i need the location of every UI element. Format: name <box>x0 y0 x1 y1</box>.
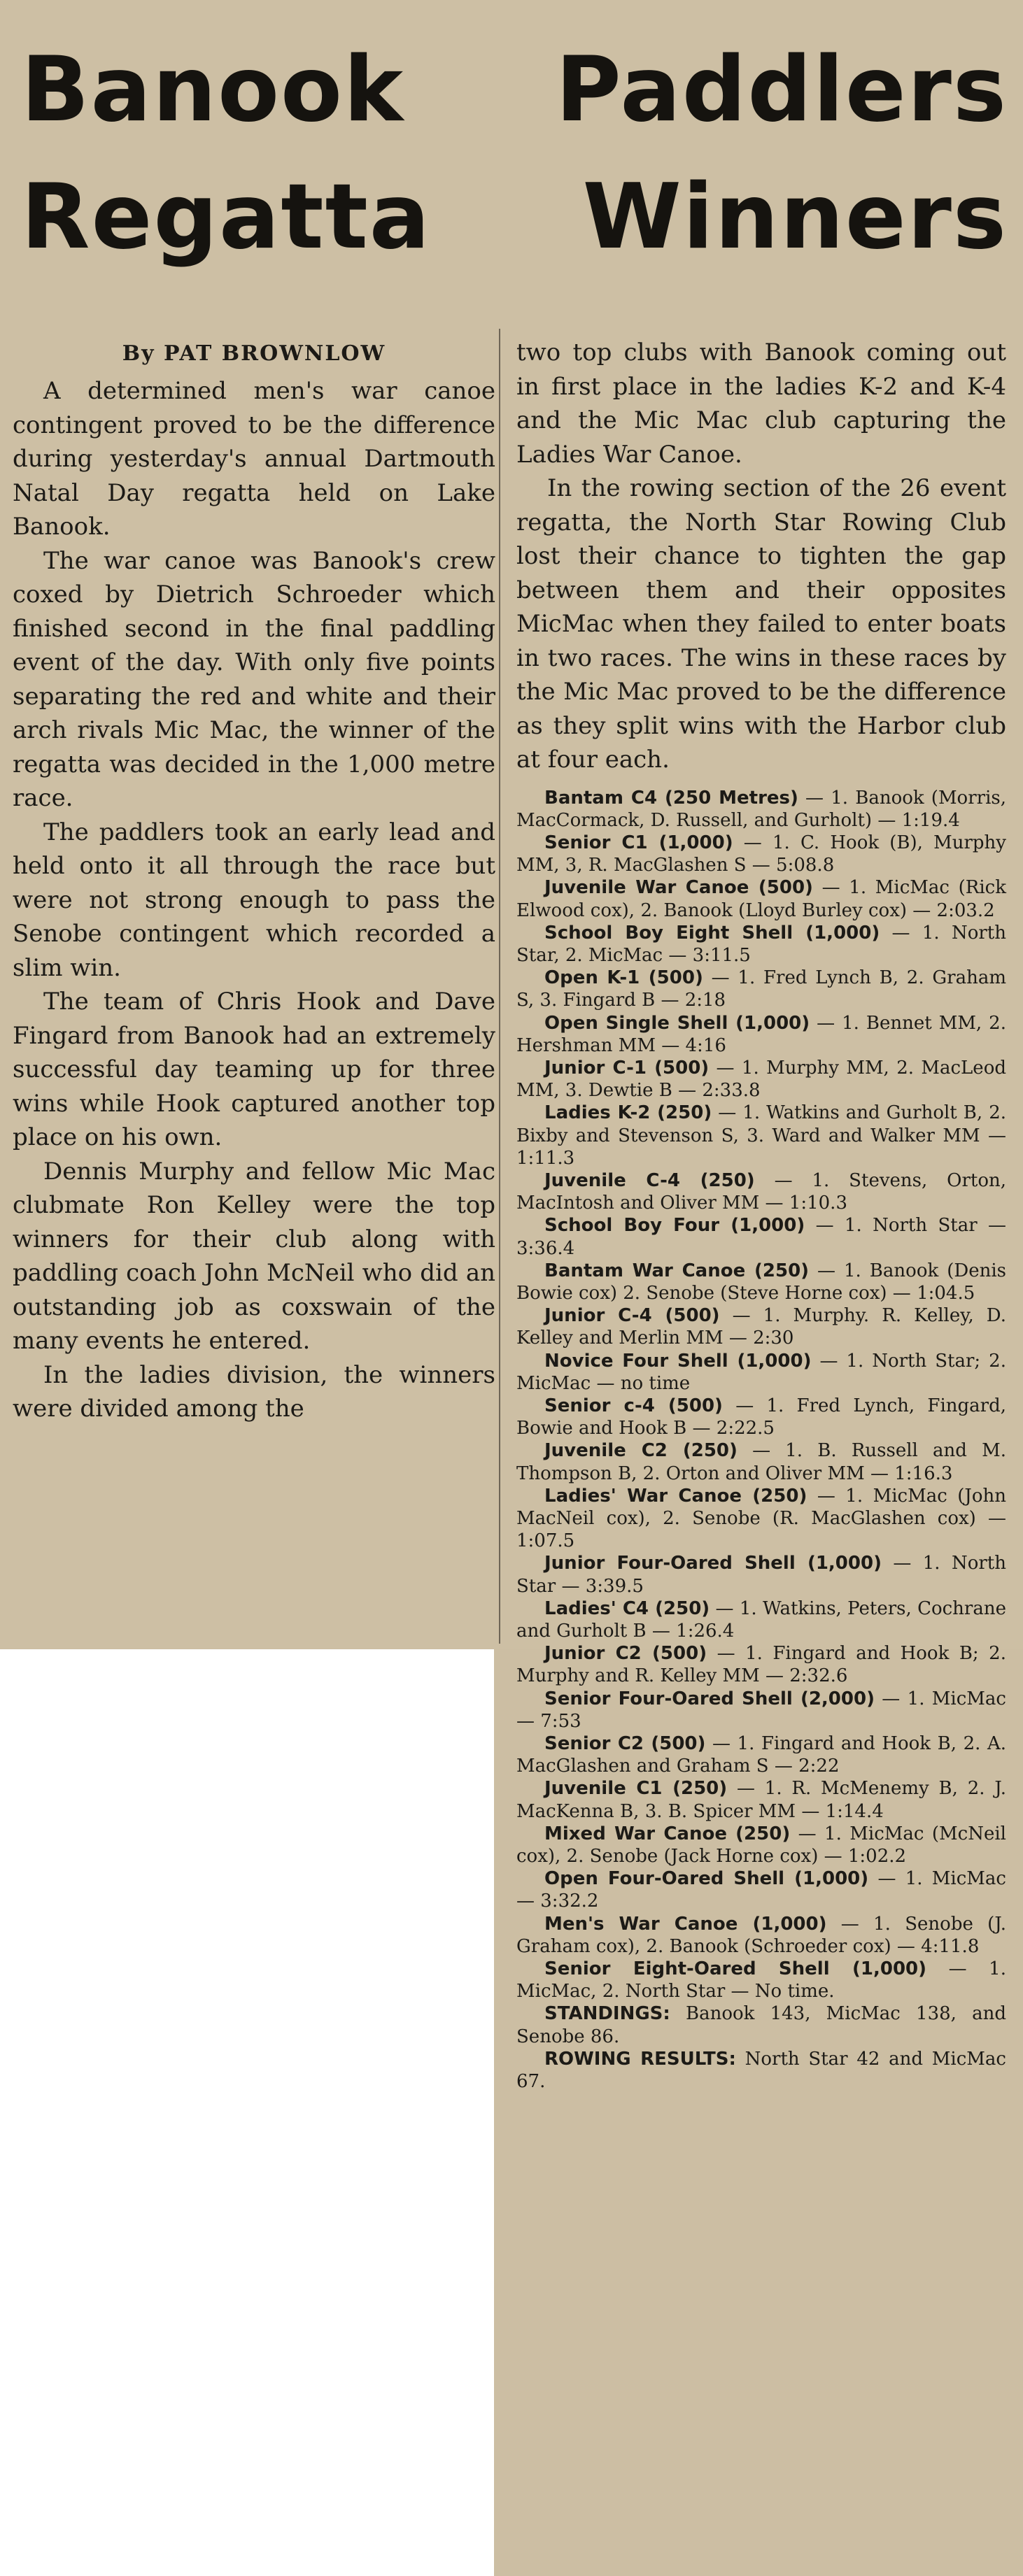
result-event-name: Juvenile C2 (250) <box>544 1440 738 1462</box>
headline-line-2: Regatta Winners <box>21 165 1008 269</box>
result-details: — 1. Watkins, Peters, Cochrane and Gurholt B — 1:26.4 <box>516 1597 1006 1642</box>
result-details: — 1. B. Russell and M. Thompson B, 2. Orton and Oliver MM — 1:16.3 <box>516 1440 1006 1484</box>
result-event-name: Ladies' C4 (250) <box>544 1597 710 1619</box>
result-entry <box>516 1732 1006 1777</box>
article-paragraph: The war canoe was Banook's crew coxed by Dietrich Schroeder which finished second in the final paddling event of the day. With only five points separating the red and white and their arch rivals Mic Mac, the winner of the regatta was decided in the 1,000 metre race. <box>13 546 495 812</box>
result-details: Banook 143, MicMac 138, and Senobe 86. <box>516 2003 1006 2047</box>
result-entry <box>516 1642 1006 1687</box>
result-entry <box>516 1958 1006 2002</box>
result-event-name: ROWING RESULTS: <box>544 2048 736 2070</box>
result-details: — 1. North Star — 3:39.5 <box>516 1553 1006 1597</box>
result-event-name: Junior Four-Oared Shell (1,000) <box>544 1553 882 1574</box>
article-paragraph: two top clubs with Banook coming out in first place in the ladies K-2 and K-4 and the Mic Mac club capturing the Ladies War Canoe. <box>516 339 1006 469</box>
result-details: — 1. MicMac (John MacNeil cox), 2. Senobe (R. MacGlashen cox) — 1:07.5 <box>516 1485 1006 1552</box>
result-entry <box>516 1350 1006 1395</box>
result-event-name: Junior C-4 (500) <box>544 1305 720 1327</box>
result-details: — 1. Murphy. R. Kelley, D. Kelley and Merlin MM — 2:30 <box>516 1305 1006 1349</box>
result-entry <box>516 1439 1006 1484</box>
result-details: — 1. Fingard and Hook B; 2. Murphy and R. Kelley MM — 2:32.6 <box>516 1643 1006 1687</box>
result-details: — 1. C. Hook (B), Murphy MM, 3, R. MacGlashen S — 5:08.8 <box>516 832 1006 876</box>
result-event-name: Senior c-4 (500) <box>544 1395 723 1416</box>
result-event-name: School Boy Four (1,000) <box>544 1215 805 1237</box>
result-event-name: Junior C-1 (500) <box>544 1057 710 1079</box>
article-right-column <box>516 336 1006 2093</box>
result-details: — 1. North Star — 3:36.4 <box>516 1215 1006 1259</box>
result-event-name: Junior C2 (500) <box>544 1643 707 1665</box>
result-details: — 1. Bennet MM, 2. Hershman MM — 4:16 <box>516 1012 1006 1056</box>
result-entry <box>516 1102 1006 1169</box>
article-paragraph: Dennis Murphy and fellow Mic Mac clubmate Ron Kelley were the top winners for their club along with paddling coach John McNeil who did an outstanding job as coxswain of the many events he entered. <box>13 1157 495 1355</box>
result-entry <box>516 2002 1006 2047</box>
result-event-name: Mixed War Canoe (250) <box>544 1823 791 1844</box>
headline <box>21 27 1008 281</box>
result-entry <box>516 967 1006 1011</box>
result-details: — 1. Fingard and Hook B, 2. A. MacGlashen and Graham S — 2:22 <box>516 1733 1006 1777</box>
result-entry <box>516 787 1006 832</box>
result-entry <box>516 2048 1006 2093</box>
result-details: — 1. Stevens, Orton, MacIntosh and Oliver MM — 1:10.3 <box>516 1169 1007 1214</box>
result-entry <box>516 1057 1006 1102</box>
result-details: — 1. Banook (Morris, MacCormack, D. Russell, and Gurholt) — 1:19.4 <box>516 787 1006 831</box>
result-entry <box>516 1260 1006 1304</box>
result-details: — 1. Fred Lynch, Fingard, Bowie and Hook B — 2:22.5 <box>516 1395 1006 1439</box>
result-entry <box>516 1597 1006 1642</box>
result-details: — 1. Fred Lynch B, 2. Graham S, 3. Fingard B — 2:18 <box>516 967 1006 1011</box>
article-paragraph: A determined men's war canoe contingent proved to be the difference during yesterday's annual Dartmouth Natal Day regatta held on Lake Banook. <box>13 377 495 541</box>
result-event-name: Open Four-Oared Shell (1,000) <box>544 1868 869 1890</box>
result-details: — 1. Senobe (J. Graham cox), 2. Banook (Schroeder cox) — 4:11.8 <box>516 1913 1006 1957</box>
result-entry <box>516 1688 1006 1732</box>
result-entry <box>516 1214 1006 1259</box>
article-paragraph: In the rowing section of the 26 event regatta, the North Star Rowing Club lost their chance to tighten the gap between them and their opposites MicMac when they failed to enter boats in two races. The wins in these races by the Mic Mac proved to be the difference as they split wins with the Harbor club at four each. <box>516 474 1006 774</box>
result-event-name: Men's War Canoe (1,000) <box>544 1913 827 1935</box>
article-left-column <box>13 341 495 1426</box>
result-event-name: Senior Four-Oared Shell (2,000) <box>544 1688 875 1709</box>
result-details: — 1. MicMac, 2. North Star — No time. <box>516 1958 1006 2002</box>
result-entry <box>516 1552 1006 1597</box>
result-details: — 1. Watkins and Gurholt B, 2. Bixby and Stevenson S, 3. Ward and Walker MM — 1:11.3 <box>516 1102 1007 1169</box>
headline-line-1: Banook Paddlers <box>21 38 1008 142</box>
result-event-name: School Boy Eight Shell (1,000) <box>544 922 880 944</box>
results-list <box>516 787 1006 2093</box>
result-event-name: Open K-1 (500) <box>544 967 703 989</box>
article-paragraph: The paddlers took an early lead and held onto it all through the race but were not strong enough to pass the Senobe contingent which recorded a slim win. <box>13 818 495 982</box>
result-event-name: Senior C2 (500) <box>544 1733 706 1755</box>
result-entry <box>516 1395 1006 1439</box>
result-event-name: Senior C1 (1,000) <box>544 832 733 853</box>
result-details: — 1. MicMac (Rick Elwood cox), 2. Banook (Lloyd Burley cox) — 2:03.2 <box>516 877 1006 921</box>
column-divider <box>499 329 500 1644</box>
result-entry <box>516 1777 1006 1822</box>
result-entry <box>516 922 1006 967</box>
result-entry <box>516 1867 1006 1912</box>
result-details: — 1. MicMac (McNeil cox), 2. Senobe (Jack Horne cox) — 1:02.2 <box>516 1823 1006 1867</box>
result-details: — 1. MicMac — 7:53 <box>516 1688 1006 1732</box>
result-entry <box>516 1169 1006 1214</box>
result-event-name: Ladies' War Canoe (250) <box>544 1485 807 1507</box>
result-entry <box>516 1012 1006 1057</box>
result-details: — 1. Murphy MM, 2. MacLeod MM, 3. Dewtie B — 2:33.8 <box>516 1057 1006 1102</box>
result-event-name: Senior Eight-Oared Shell (1,000) <box>544 1958 927 1980</box>
result-event-name: Bantam C4 (250 Metres) <box>544 787 798 809</box>
result-event-name: STANDINGS: <box>544 2003 670 2025</box>
result-entry <box>516 1913 1006 1958</box>
byline: By PAT BROWNLOW <box>122 341 386 366</box>
result-event-name: Juvenile C1 (250) <box>544 1778 728 1800</box>
article-paragraph: The team of Chris Hook and Dave Fingard from Banook had an extremely successful day teaming up for three wins while Hook captured another top place on his own. <box>13 988 495 1151</box>
result-entry <box>516 1304 1006 1349</box>
result-entry <box>516 1823 1006 1867</box>
result-details: — 1. MicMac — 3:32.2 <box>516 1868 1006 1912</box>
result-event-name: Juvenile C-4 (250) <box>544 1169 755 1191</box>
result-entry <box>516 876 1006 921</box>
result-details: — 1. R. McMenemy B, 2. J. MacKenna B, 3. B. Spicer MM — 1:14.4 <box>516 1778 1007 1822</box>
result-details: — 1. North Star, 2. MicMac — 3:11.5 <box>516 922 1006 966</box>
result-entry <box>516 1485 1006 1553</box>
result-event-name: Novice Four Shell (1,000) <box>544 1350 812 1372</box>
result-event-name: Juvenile War Canoe (500) <box>544 877 813 899</box>
article-paragraph: In the ladies division, the winners were divided among the <box>13 1360 495 1423</box>
result-event-name: Open Single Shell (1,000) <box>544 1012 810 1034</box>
result-event-name: Ladies K-2 (250) <box>544 1102 712 1124</box>
result-event-name: Bantam War Canoe (250) <box>544 1260 810 1281</box>
result-details: — 1. Banook (Denis Bowie cox) 2. Senobe (Steve Horne cox) — 1:04.5 <box>516 1260 1006 1304</box>
result-entry <box>516 832 1006 876</box>
result-details: — 1. North Star; 2. MicMac — no time <box>516 1350 1006 1394</box>
result-details: North Star 42 and MicMac 67. <box>516 2048 1006 2093</box>
